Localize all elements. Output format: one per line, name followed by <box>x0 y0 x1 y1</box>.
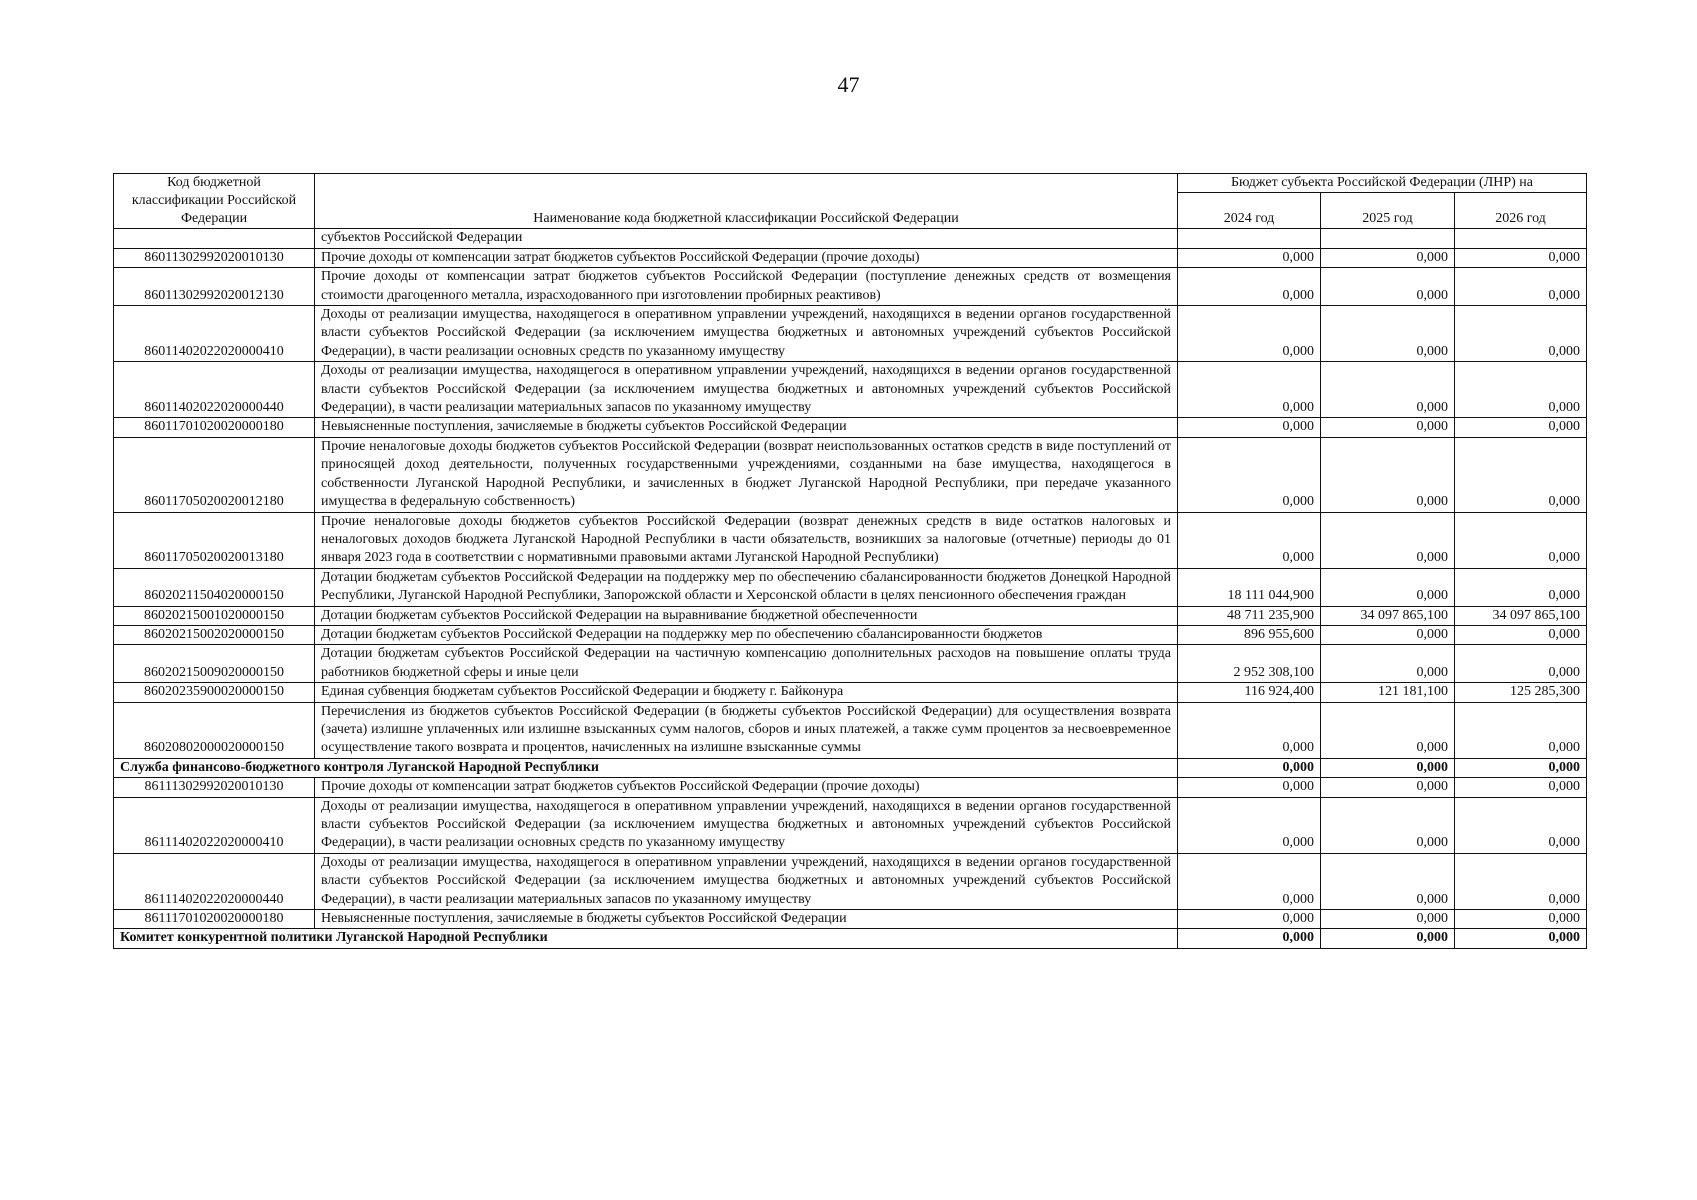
budget-code: 86020215001020000150 <box>114 606 315 625</box>
value-2026: 0,000 <box>1455 362 1587 418</box>
value-2024: 48 711 235,900 <box>1178 606 1321 625</box>
value-2025: 0,000 <box>1321 702 1455 758</box>
header-code: Код бюджетной классификации Российской Федерации <box>114 174 315 229</box>
value-2024: 18 111 044,900 <box>1178 568 1321 606</box>
value-2024: 0,000 <box>1178 437 1321 512</box>
code-name: Дотации бюджетам субъектов Российской Федерации на поддержку мер по обеспечению сбалансированности бюджетов Донецкой Народной Республики, Луганской Народной Республики, Запорожской области и Херсонской области в целях пенсионного обеспечения граждан <box>315 568 1178 606</box>
table-row <box>114 645 1587 683</box>
budget-code: 86111402022020000440 <box>114 853 315 909</box>
value-2026: 0,000 <box>1455 910 1587 929</box>
budget-code: 86111302992020010130 <box>114 778 315 797</box>
value-2024: 896 955,600 <box>1178 625 1321 644</box>
budget-code: 86020215002020000150 <box>114 625 315 644</box>
value-2024: 116 924,400 <box>1178 683 1321 702</box>
table-row <box>114 853 1587 909</box>
value-2024: 0,000 <box>1178 758 1321 777</box>
header-year-2025: 2025 год <box>1321 193 1455 229</box>
value-2025: 0,000 <box>1321 437 1455 512</box>
code-name: Прочие доходы от компенсации затрат бюджетов субъектов Российской Федерации (поступление денежных средств от возмещения стоимости драгоценного металла, израсходованного при изготовлении пробирных реактивов) <box>315 268 1178 306</box>
table-row <box>114 910 1587 929</box>
table-body <box>114 229 1587 948</box>
value-2025: 0,000 <box>1321 362 1455 418</box>
table-row <box>114 778 1587 797</box>
table-row <box>114 797 1587 853</box>
value-2026: 0,000 <box>1455 929 1587 948</box>
table-row <box>114 418 1587 437</box>
value-2025: 0,000 <box>1321 268 1455 306</box>
value-2026: 0,000 <box>1455 568 1587 606</box>
code-name: Доходы от реализации имущества, находящегося в оперативном управлении учреждений, находящихся в ведении органов государственной власти субъектов Российской Федерации (за исключением имущества бюджетных и автономных учреждений субъектов Российской Федерации), в части реализации материальных запасов по указанному имуществу <box>315 362 1178 418</box>
budget-code: 86011402022020000440 <box>114 362 315 418</box>
budget-code: 86011701020020000180 <box>114 418 315 437</box>
value-2025: 0,000 <box>1321 929 1455 948</box>
table-row <box>114 702 1587 758</box>
value-2026: 0,000 <box>1455 853 1587 909</box>
budget-code: 86111701020020000180 <box>114 910 315 929</box>
header-name: Наименование кода бюджетной классификации Российской Федерации <box>315 174 1178 229</box>
value-2026: 0,000 <box>1455 268 1587 306</box>
value-2026: 0,000 <box>1455 758 1587 777</box>
code-name: Доходы от реализации имущества, находящегося в оперативном управлении учреждений, находящихся в ведении органов государственной власти субъектов Российской Федерации (за исключением имущества бюджетных и автономных учреждений субъектов Российской Федерации), в части реализации материальных запасов по указанному имуществу <box>315 853 1178 909</box>
table-row <box>114 512 1587 568</box>
value-2024: 0,000 <box>1178 248 1321 267</box>
page-number: 47 <box>837 72 860 97</box>
budget-code: 86011402022020000410 <box>114 306 315 362</box>
value-2026: 0,000 <box>1455 702 1587 758</box>
code-name: Невыясненные поступления, зачисляемые в бюджеты субъектов Российской Федерации <box>315 910 1178 929</box>
value-2024: 0,000 <box>1178 797 1321 853</box>
code-name: Единая субвенция бюджетам субъектов Российской Федерации и бюджету г. Байконура <box>315 683 1178 702</box>
header-year-2026: 2026 год <box>1455 193 1587 229</box>
value-2024: 0,000 <box>1178 306 1321 362</box>
budget-code: 86111402022020000410 <box>114 797 315 853</box>
value-2025: 0,000 <box>1321 306 1455 362</box>
code-name: Перечисления из бюджетов субъектов Российской Федерации (в бюджеты субъектов Российской Федерации) для осуществления возврата (зачета) излишне уплаченных или излишне взысканных сумм налогов, сборов и иных платежей, а также сумм процентов за несвоевременное осуществление такого возврата и процентов, начисленных на излишне взысканные суммы <box>315 702 1178 758</box>
value-2025: 121 181,100 <box>1321 683 1455 702</box>
value-2026: 0,000 <box>1455 797 1587 853</box>
code-name: субъектов Российской Федерации <box>315 229 1178 248</box>
value-2026: 0,000 <box>1455 437 1587 512</box>
section-title: Служба финансово-бюджетного контроля Луганской Народной Республики <box>114 758 1178 777</box>
value-2025: 0,000 <box>1321 853 1455 909</box>
table-row <box>114 683 1587 702</box>
code-name: Дотации бюджетам субъектов Российской Федерации на выравнивание бюджетной обеспеченности <box>315 606 1178 625</box>
section-title: Комитет конкурентной политики Луганской Народной Республики <box>114 929 1178 948</box>
code-name: Прочие доходы от компенсации затрат бюджетов субъектов Российской Федерации (прочие доходы) <box>315 778 1178 797</box>
section-row <box>114 758 1587 777</box>
budget-code: 86011302992020012130 <box>114 268 315 306</box>
value-2025: 0,000 <box>1321 625 1455 644</box>
value-2025: 0,000 <box>1321 910 1455 929</box>
value-2026: 125 285,300 <box>1455 683 1587 702</box>
code-name: Доходы от реализации имущества, находящегося в оперативном управлении учреждений, находящихся в ведении органов государственной власти субъектов Российской Федерации (за исключением имущества бюджетных и автономных учреждений субъектов Российской Федерации), в части реализации основных средств по указанному имуществу <box>315 797 1178 853</box>
value-2025: 0,000 <box>1321 568 1455 606</box>
table-row <box>114 362 1587 418</box>
value-2025: 0,000 <box>1321 758 1455 777</box>
table-row <box>114 229 1587 248</box>
budget-code: 86020215009020000150 <box>114 645 315 683</box>
code-name: Невыясненные поступления, зачисляемые в бюджеты субъектов Российской Федерации <box>315 418 1178 437</box>
table-row <box>114 625 1587 644</box>
budget-code: 86020235900020000150 <box>114 683 315 702</box>
table-row <box>114 248 1587 267</box>
value-2024: 0,000 <box>1178 268 1321 306</box>
value-2024: 0,000 <box>1178 778 1321 797</box>
budget-code <box>114 229 315 248</box>
code-name: Прочие неналоговые доходы бюджетов субъектов Российской Федерации (возврат неиспользованных остатков средств в виде поступлений от приносящей доход деятельности, полученных государственными учреждениями, созданными на базе имущества, находящегося в собственности Луганской Народной Республики, и зачисленных в бюджет Луганской Народной Республики, при передаче указанного имущества в федеральную собственность) <box>315 437 1178 512</box>
value-2026: 0,000 <box>1455 512 1587 568</box>
value-2024: 0,000 <box>1178 910 1321 929</box>
value-2025: 0,000 <box>1321 512 1455 568</box>
value-2024: 0,000 <box>1178 362 1321 418</box>
header-row <box>114 174 1587 193</box>
budget-code: 86020211504020000150 <box>114 568 315 606</box>
value-2025 <box>1321 229 1455 248</box>
value-2026 <box>1455 229 1587 248</box>
value-2024: 0,000 <box>1178 929 1321 948</box>
table-row <box>114 306 1587 362</box>
table-row <box>114 437 1587 512</box>
budget-code: 86011705020020012180 <box>114 437 315 512</box>
value-2026: 0,000 <box>1455 645 1587 683</box>
table-row <box>114 268 1587 306</box>
budget-code: 86011705020020013180 <box>114 512 315 568</box>
value-2024: 0,000 <box>1178 512 1321 568</box>
value-2025: 0,000 <box>1321 248 1455 267</box>
value-2024: 2 952 308,100 <box>1178 645 1321 683</box>
value-2026: 0,000 <box>1455 625 1587 644</box>
budget-code: 86011302992020010130 <box>114 248 315 267</box>
value-2026: 0,000 <box>1455 306 1587 362</box>
value-2025: 34 097 865,100 <box>1321 606 1455 625</box>
value-2024: 0,000 <box>1178 418 1321 437</box>
value-2025: 0,000 <box>1321 418 1455 437</box>
code-name: Дотации бюджетам субъектов Российской Федерации на поддержку мер по обеспечению сбалансированности бюджетов <box>315 625 1178 644</box>
table-row <box>114 606 1587 625</box>
code-name: Дотации бюджетам субъектов Российской Федерации на частичную компенсацию дополнительных расходов на повышение оплаты труда работников бюджетной сферы и иные цели <box>315 645 1178 683</box>
code-name: Доходы от реализации имущества, находящегося в оперативном управлении учреждений, находящихся в ведении органов государственной власти субъектов Российской Федерации (за исключением имущества бюджетных и автономных учреждений субъектов Российской Федерации), в части реализации основных средств по указанному имуществу <box>315 306 1178 362</box>
value-2025: 0,000 <box>1321 645 1455 683</box>
section-row <box>114 929 1587 948</box>
value-2026: 0,000 <box>1455 778 1587 797</box>
value-2026: 34 097 865,100 <box>1455 606 1587 625</box>
value-2025: 0,000 <box>1321 797 1455 853</box>
value-2026: 0,000 <box>1455 418 1587 437</box>
value-2026: 0,000 <box>1455 248 1587 267</box>
value-2024: 0,000 <box>1178 853 1321 909</box>
header-budget: Бюджет субъекта Российской Федерации (ЛНР) на <box>1178 174 1587 193</box>
header-year-2024: 2024 год <box>1178 193 1321 229</box>
budget-code: 86020802000020000150 <box>114 702 315 758</box>
value-2024: 0,000 <box>1178 702 1321 758</box>
code-name: Прочие неналоговые доходы бюджетов субъектов Российской Федерации (возврат денежных средств в виде остатков налоговых и неналоговых доходов бюджета Луганской Народной Республики в части обязательств, возникших за налоговые (отчетные) периоды до 01 января 2023 года в соответствии с нормативными правовыми актами Луганской Народной Республики) <box>315 512 1178 568</box>
value-2024 <box>1178 229 1321 248</box>
value-2025: 0,000 <box>1321 778 1455 797</box>
table-row <box>114 568 1587 606</box>
code-name: Прочие доходы от компенсации затрат бюджетов субъектов Российской Федерации (прочие доходы) <box>315 248 1178 267</box>
budget-table <box>113 173 1587 949</box>
